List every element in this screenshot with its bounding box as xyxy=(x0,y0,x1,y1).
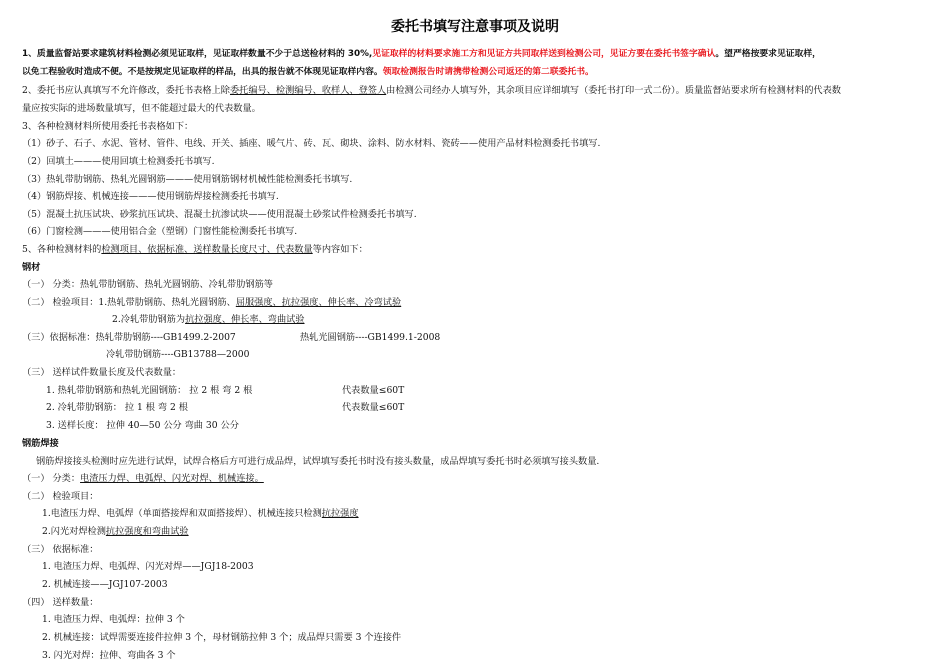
welding-category-label: （一） 分类： xyxy=(22,473,81,484)
welding-standard-heading: （三） 依据标准： xyxy=(22,544,99,555)
form-list-item: （4）钢筋焊接、机械连接———使用钢筋焊接检测委托书填写. xyxy=(22,191,279,202)
welding-sample-1: 1. 电渣压力焊、电弧焊：拉伸 3 个 xyxy=(42,614,185,625)
steel-sample-heading: （三） 送样试件数量长度及代表数量： xyxy=(22,367,182,378)
paragraph-3-title: 3、各种检测材料所使用委托书表格如下： xyxy=(22,121,194,132)
form-list-item: （1）砂子、石子、水泥、管材、管件、电线、开关、插座、暖气片、砖、瓦、砌块、涂料、防水材料、瓷砖——使用产品材料检测委托书填写. xyxy=(22,138,601,149)
welding-standard-2: 2. 机械连接——JGJ107-2003 xyxy=(42,579,168,590)
p1-red-text: 见证取样的材料要求施工方和见证方共同取样送到检测公司，见证方要在委托书签字确认 xyxy=(372,49,716,59)
form-list-item: （5）混凝土抗压试块、砂浆抗压试块、混凝土抗渗试块——使用混凝土砂浆试件检测委托书填写. xyxy=(22,209,417,220)
p5-text: 5、各种检测材料的 xyxy=(22,244,102,255)
steel-sample-row-1-quantity: 代表数量≤60T xyxy=(342,385,405,396)
welding-standard-1: 1. 电渣压力焊、电弧焊、闪光对焊——JGJ18-2003 xyxy=(42,561,254,572)
steel-standard-3: 冷轧带肋钢筋----GB13788—2000 xyxy=(106,349,250,360)
welding-test-item-2-underlined: 抗拉强度和弯曲试验 xyxy=(105,526,189,537)
welding-test-item-1-label: 1.电渣压力焊、电弧焊（单面搭接焊和双面搭接焊）、机械连接只检测 xyxy=(42,508,322,519)
p2-text-tail: 由检测公司经办人填写外，其余项目应详细填写（委托书打印一式二份）。质量监督站要求所有检测材料的代表数 xyxy=(386,85,841,96)
p2-text: 2、委托书应认真填写不允许修改，委托书表格上除 xyxy=(22,85,230,96)
form-list-item: （3）热轧带肋钢筋、热轧光圆钢筋———使用钢筋钢材机械性能检测委托书填写. xyxy=(22,174,353,185)
welding-test-item-2-label: 2.闪光对焊检测 xyxy=(42,526,106,537)
steel-standard-2: 热轧光圆钢筋----GB1499.1-2008 xyxy=(300,332,441,343)
welding-test-item-1-underlined: 抗拉强度 xyxy=(321,508,359,519)
section-heading-welding: 钢筋焊接 xyxy=(22,438,59,449)
form-list-item: （6）门窗检测———使用铝合金（塑钢）门窗性能检测委托书填写. xyxy=(22,226,298,237)
steel-test-items-underlined: 屈服强度、抗拉强度、伸长率、冷弯试验 xyxy=(235,297,402,308)
welding-sample-heading: （四） 送样数量： xyxy=(22,597,99,608)
document-title: 委托书填写注意事项及说明 xyxy=(391,19,559,35)
p5-text-tail: 等内容如下： xyxy=(312,244,368,255)
steel-sample-row-2-quantity: 代表数量≤60T xyxy=(342,402,405,413)
paragraph-5 xyxy=(22,243,368,256)
welding-intro: 钢筋焊接接头检测时应先进行试焊，试焊合格后方可进行成品焊，试焊填写委托书时没有接头数量，成品焊填写委托书时必须填写接头数量. xyxy=(36,456,600,467)
welding-sample-2: 2. 机械连接：试焊需要连接件拉伸 3 个，母材钢筋拉伸 3 个；成品焊只需要 3 个连接件 xyxy=(42,632,402,643)
steel-category: （一） 分类：热轧带肋钢筋、热轧光圆钢筋、冷轧带肋钢筋等 xyxy=(22,279,273,290)
steel-test-items xyxy=(22,296,401,309)
steel-sample-row-3: 3. 送样长度： 拉伸 40—50 公分 弯曲 30 公分 xyxy=(46,420,239,431)
section-heading-steel: 钢材 xyxy=(22,262,41,273)
welding-test-item-2 xyxy=(42,525,189,538)
welding-category-underlined: 电渣压力焊、电弧焊、闪光对焊、机械连接。 xyxy=(80,473,264,484)
p1-red-text-2: 领取检测报告时请携带检测公司返还的第二联委托书。 xyxy=(382,67,594,77)
form-list-item: （2）回填土———使用回填土检测委托书填写. xyxy=(22,156,215,167)
steel-sample-row-1: 1. 热轧带肋钢筋和热轧光圆钢筋： 拉 2 根 弯 2 根 xyxy=(46,385,253,396)
p1-text-2: 以免工程验收时造成不便。不是按规定见证取样的样品，出具的报告就不体现见证取样内容。 xyxy=(22,67,383,77)
steel-test-items-label: （二） 检验项目：1.热轧带肋钢筋、热轧光圆钢筋、 xyxy=(22,297,236,308)
steel-test-items-2 xyxy=(112,313,305,326)
welding-sample-3: 3. 闪光对焊：拉伸、弯曲各 3 个 xyxy=(42,650,176,661)
steel-test-items-2-label: 2.冷轧带肋钢筋为 xyxy=(112,314,186,325)
welding-test-item-1 xyxy=(42,507,359,520)
steel-test-items-2-underlined: 抗拉强度、伸长率、弯曲试验 xyxy=(185,314,305,325)
paragraph-2-line-2: 量应按实际的进场数量填写，但不能超过最大的代表数量。 xyxy=(22,103,261,114)
p1-text: 1、质量监督站要求建筑材料检测必须见证取样，见证取样数量不少于总送检材料的 30%, xyxy=(22,49,373,59)
paragraph-1-line-1 xyxy=(22,48,821,61)
steel-sample-row-2: 2. 冷轧带肋钢筋： 拉 1 根 弯 2 根 xyxy=(46,402,188,413)
welding-test-heading: （二） 检验项目： xyxy=(22,491,99,502)
p1-text-tail: 。望严格按要求见证取样， xyxy=(715,49,821,59)
paragraph-1-line-2 xyxy=(22,66,594,79)
p2-underlined: 委托编号、检测编号、收样人、登签人 xyxy=(229,85,387,96)
p5-underlined: 检测项目、依据标准、送样数量长度尺寸、代表数量 xyxy=(101,244,313,255)
steel-standard-1: （三）依据标准：热轧带肋钢筋----GB1499.2-2007 xyxy=(22,332,236,343)
paragraph-2-line-1 xyxy=(22,84,841,97)
welding-category xyxy=(22,472,264,485)
